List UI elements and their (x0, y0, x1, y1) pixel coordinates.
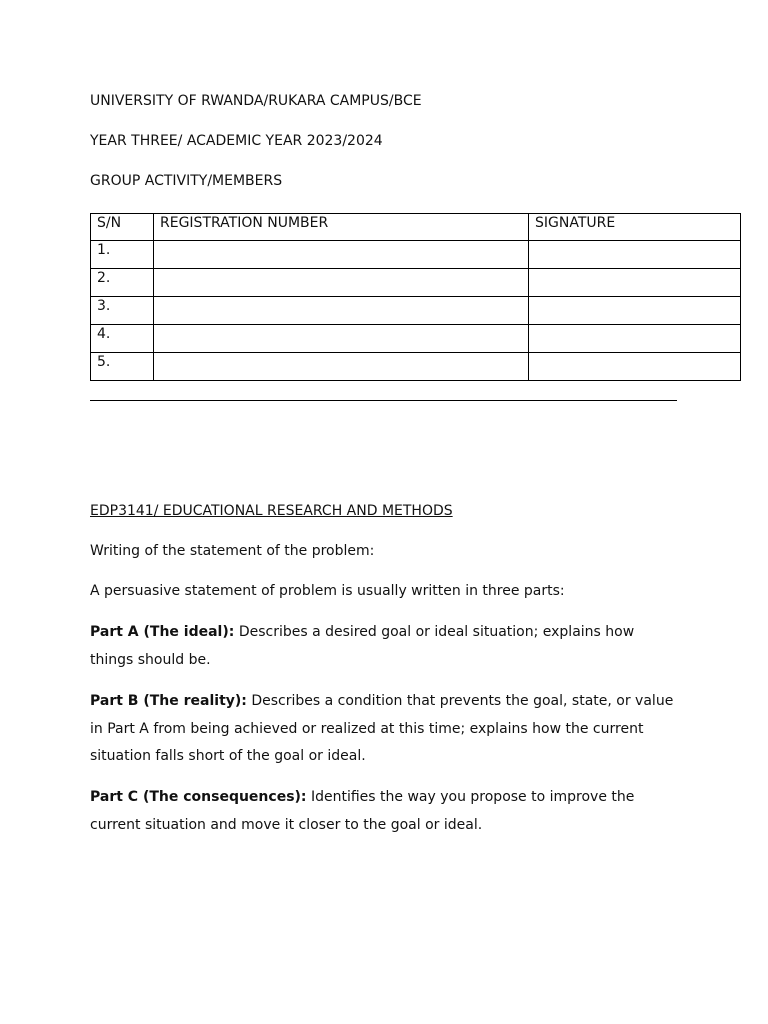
lead-text: A persuasive statement of problem is usually written in three parts: (90, 583, 565, 599)
table-row (91, 269, 741, 297)
column-header-signature: SIGNATURE (529, 214, 741, 241)
table-header-row (91, 214, 741, 241)
part-a-label: Part A (The ideal): (90, 624, 235, 640)
part-c-text: Identifies the way you propose to improve the current situation and move it closer to the goal or ideal. (90, 789, 635, 833)
horizontal-divider (90, 400, 677, 401)
year-heading: YEAR THREE/ ACADEMIC YEAR 2023/2024 (90, 133, 383, 149)
part-a-paragraph (90, 619, 680, 674)
part-b-text: Describes a condition that prevents the goal, state, or value in Part A from being achieved or realized at this time; explains how the current situation falls short of the goal or ideal. (90, 693, 674, 764)
part-b-label: Part B (The reality): (90, 693, 247, 709)
cell-registration[interactable] (154, 353, 529, 381)
cell-sn: 2. (91, 269, 154, 297)
cell-sn: 4. (91, 325, 154, 353)
cell-sn: 1. (91, 241, 154, 269)
cell-signature[interactable] (529, 297, 741, 325)
intro-text: Writing of the statement of the problem: (90, 543, 375, 559)
cell-sn: 5. (91, 353, 154, 381)
institution-heading: UNIVERSITY OF RWANDA/RUKARA CAMPUS/BCE (90, 93, 422, 109)
group-heading: GROUP ACTIVITY/MEMBERS (90, 173, 283, 189)
members-table (90, 213, 741, 381)
cell-signature[interactable] (529, 241, 741, 269)
cell-signature[interactable] (529, 269, 741, 297)
cell-signature[interactable] (529, 325, 741, 353)
column-header-registration: REGISTRATION NUMBER (154, 214, 529, 241)
cell-sn: 3. (91, 297, 154, 325)
part-b-paragraph (90, 688, 680, 771)
course-title: EDP3141/ EDUCATIONAL RESEARCH AND METHODS (90, 503, 453, 519)
table-row (91, 353, 741, 381)
cell-registration[interactable] (154, 297, 529, 325)
part-c-label: Part C (The consequences): (90, 789, 307, 805)
table-row (91, 241, 741, 269)
table-row (91, 297, 741, 325)
cell-registration[interactable] (154, 269, 529, 297)
part-c-paragraph (90, 784, 680, 839)
column-header-sn: S/N (91, 214, 154, 241)
part-a-text: Describes a desired goal or ideal situation; explains how things should be. (90, 624, 635, 668)
cell-registration[interactable] (154, 241, 529, 269)
table-row (91, 325, 741, 353)
cell-registration[interactable] (154, 325, 529, 353)
cell-signature[interactable] (529, 353, 741, 381)
